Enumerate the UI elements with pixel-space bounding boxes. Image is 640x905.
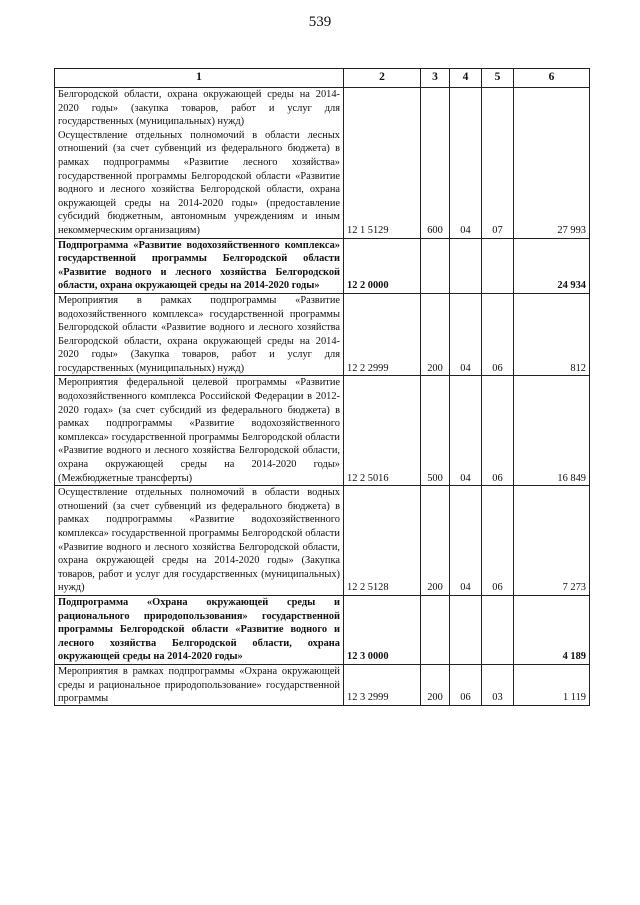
row-vr: 500 xyxy=(421,376,450,486)
row-vr xyxy=(421,595,450,664)
row-sum: 7 273 xyxy=(514,486,590,596)
row-pr: 07 xyxy=(482,88,514,239)
budget-table xyxy=(54,68,590,706)
row-code: 12 2 0000 xyxy=(344,238,421,293)
row-sum: 812 xyxy=(514,293,590,376)
header-col-1: 1 xyxy=(55,69,344,88)
row-paragraph: Белгородской области, охрана окружающей среды на 2014-2020 годы» (закупка товаров, работ и услуг для государственных (муниципальных) нужд) xyxy=(58,89,340,128)
row-rz: 04 xyxy=(450,88,482,239)
row-name xyxy=(55,595,344,664)
table-row xyxy=(55,595,590,664)
row-sum: 4 189 xyxy=(514,595,590,664)
row-pr: 06 xyxy=(482,293,514,376)
row-pr xyxy=(482,595,514,664)
row-sum: 16 849 xyxy=(514,376,590,486)
row-code: 12 2 5128 xyxy=(344,486,421,596)
row-sum: 1 119 xyxy=(514,664,590,705)
header-col-2: 2 xyxy=(344,69,421,88)
table-row xyxy=(55,486,590,596)
row-sum: 24 934 xyxy=(514,238,590,293)
row-name xyxy=(55,238,344,293)
row-name xyxy=(55,376,344,486)
row-pr xyxy=(482,238,514,293)
row-vr: 600 xyxy=(421,88,450,239)
row-pr: 06 xyxy=(482,376,514,486)
row-paragraph: Подпрограмма «Охрана окружающей среды и рационального природопользования» государственной программы Белгородской области «Развитие водного и лесного хозяйства Белгородской области, охрана окружающей среды на 2014-2020 годы» xyxy=(58,596,340,663)
row-pr: 03 xyxy=(482,664,514,705)
header-col-3: 3 xyxy=(421,69,450,88)
row-code: 12 2 5016 xyxy=(344,376,421,486)
table-row xyxy=(55,88,590,239)
row-code: 12 1 5129 xyxy=(344,88,421,239)
row-rz xyxy=(450,595,482,664)
row-paragraph: Осуществление отдельных полномочий в области лесных отношений (за счет субвенций из федерального бюджета) в рамках подпрограммы «Развитие лесного хозяйства» государственной программы Белгородской области «Развитие водного и лесного хозяйства Белгородской области, охрана окружающей среды на 2014-2020 годы» (предоставление субсидий бюджетным, автономным учреждениям и иным некоммерческим организациям) xyxy=(58,129,340,236)
header-col-6: 6 xyxy=(514,69,590,88)
row-rz: 06 xyxy=(450,664,482,705)
row-paragraph: Осуществление отдельных полномочий в области водных отношений (за счет субвенций из федерального бюджета) в рамках подпрограммы «Развитие водохозяйственного комплекса» государственной программы Белгородской области «Развитие водного и лесного хозяйства Белгородской области, охрана окружающей среды на 2014-2020 годы» (Закупка товаров, работ и услуг для государственных (муниципальных) нужд) xyxy=(58,487,340,594)
header-col-5: 5 xyxy=(482,69,514,88)
row-paragraph: Подпрограмма «Развитие водохозяйственного комплекса» государственной программы Белгородской области «Развитие водного и лесного хозяйства Белгородской области, охрана окружающей среды на 2014-2020 годы» xyxy=(58,239,340,292)
row-name xyxy=(55,88,344,239)
row-sum: 27 993 xyxy=(514,88,590,239)
table-row xyxy=(55,376,590,486)
header-row xyxy=(55,69,590,88)
table-row xyxy=(55,293,590,376)
row-vr xyxy=(421,238,450,293)
row-paragraph: Мероприятия в рамках подпрограммы «Охрана окружающей среды и рациональное природопользование» государственной программы xyxy=(58,665,340,705)
table-row xyxy=(55,238,590,293)
row-code: 12 2 2999 xyxy=(344,293,421,376)
row-pr: 06 xyxy=(482,486,514,596)
row-name xyxy=(55,664,344,705)
page-number: 539 xyxy=(308,14,332,30)
row-paragraph: Мероприятия федеральной целевой программы «Развитие водохозяйственного комплекса Российской Федерации в 2012-2020 годах» (за счет субсидий из федерального бюджета) в рамках подпрограммы «Развитие водохозяйственного комплекса» государственной программы Белгородской области «Развитие водного и лесного хозяйства Белгородской области, охрана окружающей среды на 2014-2020 годы» (Межбюджетные трансферты) xyxy=(58,377,340,484)
row-rz: 04 xyxy=(450,486,482,596)
row-rz: 04 xyxy=(450,293,482,376)
row-vr: 200 xyxy=(421,293,450,376)
row-rz xyxy=(450,238,482,293)
row-name xyxy=(55,293,344,376)
row-paragraph: Мероприятия в рамках подпрограммы «Развитие водохозяйственного комплекса» государственной программы Белгородской области «Развитие водного и лесного хозяйства Белгородской области, охрана окружающей среды на 2014-2020 годы» (Закупка товаров, работ и услуг для государственных (муниципальных) нужд) xyxy=(58,294,340,374)
row-code: 12 3 0000 xyxy=(344,595,421,664)
row-vr: 200 xyxy=(421,486,450,596)
row-rz: 04 xyxy=(450,376,482,486)
table-row xyxy=(55,664,590,705)
header-col-4: 4 xyxy=(450,69,482,88)
row-code: 12 3 2999 xyxy=(344,664,421,705)
row-name xyxy=(55,486,344,596)
row-vr: 200 xyxy=(421,664,450,705)
